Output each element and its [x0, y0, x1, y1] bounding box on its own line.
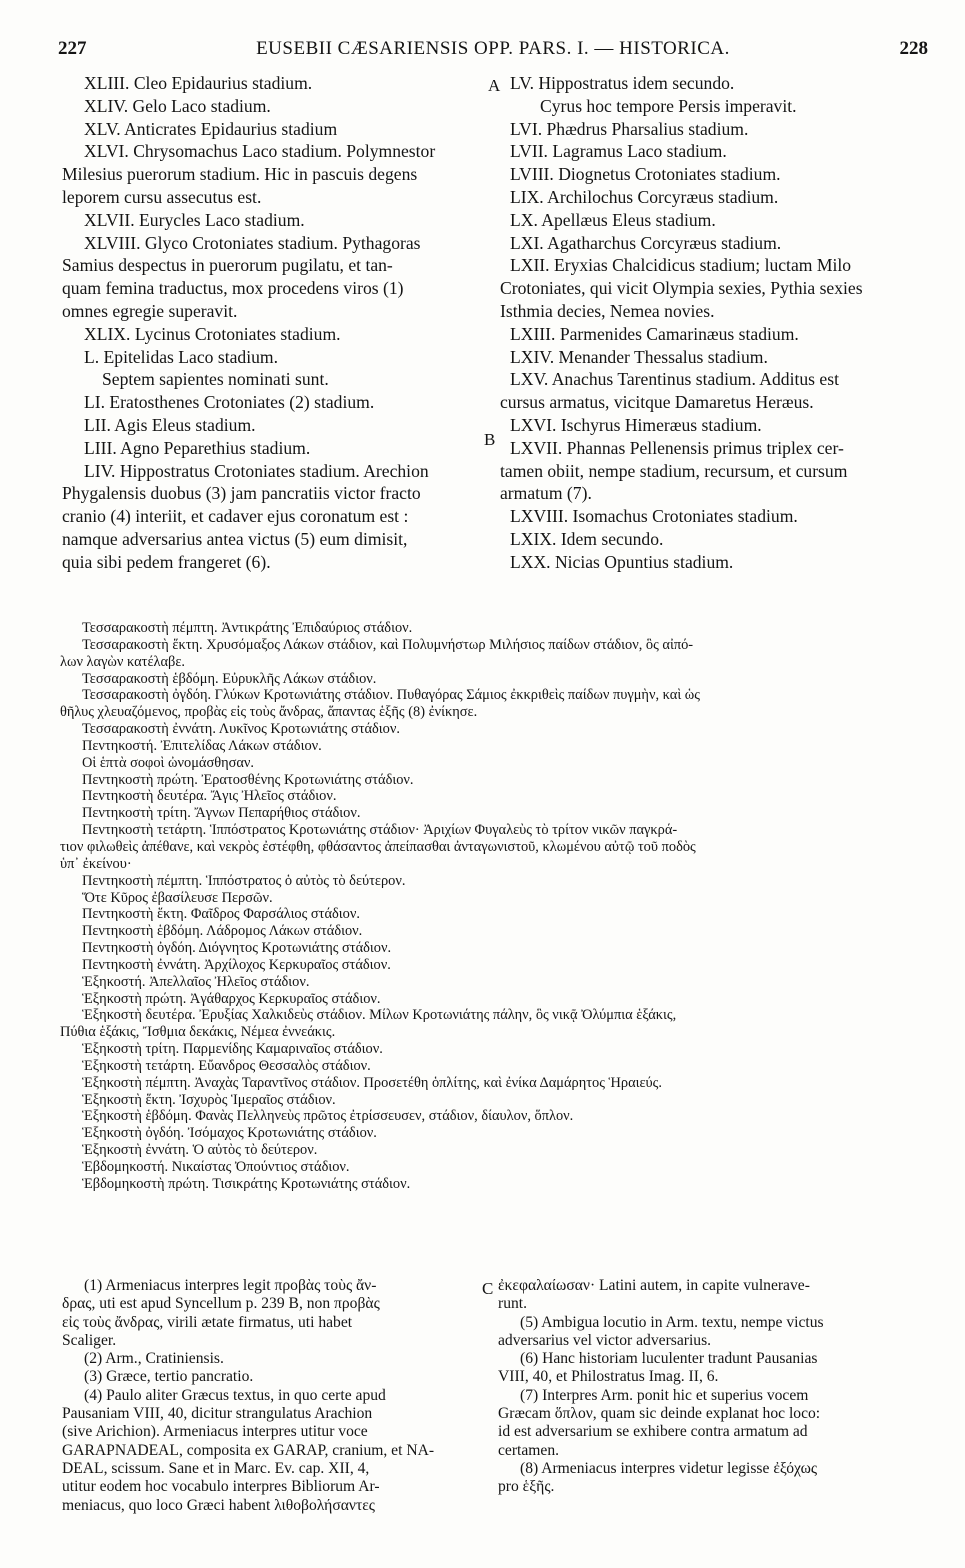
- footnote-line: (2) Arm., Cratiniensis.: [84, 1350, 224, 1368]
- text-line: LV. Hippostratus idem secundo.: [510, 73, 735, 93]
- footnote-line: (7) Interpres Arm. ponit hic et superius vocem: [520, 1386, 809, 1404]
- footnote-line: (5) Ambigua locutio in Arm. textu, nempe victus: [520, 1313, 824, 1331]
- text-line: LIV. Hippostratus Crotoniates stadium. Arechion: [84, 460, 429, 481]
- text-line: cranio (4) interiit, et cadaver ejus coronatum est :: [62, 506, 409, 527]
- greek-line: Πεντηκοστή. Ἐπιτελίδας Λάκων στάδιον.: [82, 737, 322, 754]
- text-line: leporem cursu assecutus est.: [62, 186, 262, 207]
- latin-left-column: [62, 72, 487, 574]
- text-line: LXX. Nicias Opuntius stadium.: [510, 551, 734, 572]
- footnote-line: adversarius vel victor adversarius.: [498, 1331, 712, 1349]
- greek-line: τιον φιλωθεὶς ἀπέθανε, καὶ νεκρὸς ἐστέφθη, φθάσαντος ἀπείπασθαι ἀνταγωνιστοῦ, κλωμένου αὐτῷ τοῦ ποδὸς: [60, 838, 696, 855]
- footnote-line: (6) Hanc historiam luculenter tradunt Pausanias: [520, 1350, 818, 1368]
- text-line: LVI. Phædrus Pharsalius stadium.: [510, 118, 749, 139]
- greek-line: Πεντηκοστὴ ὀγδόη. Διόγνητος Κροτωνιάτης στάδιον.: [82, 940, 392, 957]
- greek-line: Ἑξηκοστή. Ἀπελλαῖος Ἠλεῖος στάδιον.: [82, 973, 310, 990]
- greek-line: Πεντηκοστὴ πρώτη. Ἐρατοσθένης Κροτωνιάτης στάδιον.: [82, 771, 414, 788]
- footnote-line: utitur eodem hoc vocabulo interpres Bibliorum Ar-: [62, 1478, 380, 1496]
- greek-line: Ἑξηκοστὴ τετάρτη. Εὔανδρος Θεσσαλὸς στάδιον.: [82, 1057, 371, 1074]
- text-line: LI. Eratosthenes Crotoniates (2) stadium.: [84, 392, 375, 413]
- text-line: quia sibi pedem frangeret (6).: [62, 551, 271, 572]
- text-line: LXI. Agatharchus Corcyræus stadium.: [510, 232, 782, 253]
- greek-text-block: [60, 620, 930, 1193]
- text-line: XLIX. Lycinus Crotoniates stadium.: [84, 323, 341, 344]
- page-number-right: 228: [899, 38, 928, 59]
- text-line: XLIV. Gelo Laco stadium.: [84, 95, 271, 116]
- text-line: XLV. Anticrates Epidaurius stadium: [84, 118, 338, 139]
- greek-line: Τεσσαρακοστὴ ὀγδόη. Γλύκων Κροτωνιάτης στάδιον. Πυθαγόρας Σάμιος ἐκκριθεὶς παίδων πυγμὴν, καὶ ὡς: [82, 687, 700, 704]
- footnote-line: VIII, 40, et Philostratus Imag. II, 6.: [498, 1368, 719, 1386]
- text-line: LXVIII. Isomachus Crotoniates stadium.: [510, 506, 798, 527]
- footnote-line: (1) Armeniacus interpres legit προβὰς τοὺς ἄν-: [84, 1277, 377, 1294]
- greek-line: Ἑξηκοστὴ δευτέρα. Ἐρυξίας Χαλκιδεὺς στάδιον. Μίλων Κροτωνιάτης πάλην, ὃς νικᾷ Ὀλύμπια ἑξάκις,: [82, 1007, 677, 1024]
- text-line: Phygalensis duobus (3) jam pancratiis victor fracto: [62, 483, 421, 504]
- text-line: Crotoniates, qui vicit Olympia sexies, Pythia sexies: [500, 278, 863, 299]
- greek-line: Τεσσαρακοστὴ ἐννάτη. Λυκῖνος Κροτωνιάτης στάδιον.: [82, 721, 400, 738]
- footnote-line: DEAL, scissum. Sane et in Marc. Ev. cap. XII, 4,: [62, 1459, 370, 1477]
- page-number-left: 227: [58, 38, 87, 59]
- greek-line: θῆλυς χλευαζόμενος, προβὰς εἰς τοὺς ἄνδρας, ἅπαντας ἑξῆς (8) ἐνίκησε.: [60, 704, 478, 721]
- greek-line: ὑπ᾽ ἐκείνου·: [60, 855, 132, 872]
- text-line: LIX. Archilochus Corcyræus stadium.: [510, 186, 779, 207]
- footnote-line: meniacus, quo loco Græci habent λιθοβολήσαντες: [62, 1496, 375, 1514]
- footnote-line: εἰς τοὺς ἄνδρας, virili ætate firmatus, uti habet: [62, 1313, 353, 1331]
- text-line: Milesius puerorum stadium. Hic in pascuis degens: [62, 164, 418, 185]
- text-line: LIII. Agno Peparethius stadium.: [84, 437, 311, 458]
- greek-line: Ἑξηκοστὴ ἐννάτη. Ὁ αὐτὸς τὸ δεύτερον.: [82, 1142, 318, 1159]
- footnote-line: δρας, uti est apud Syncellum p. 239 B, non προβὰς: [62, 1295, 380, 1313]
- footnote-line: Græcam ὅπλον, quam sic deinde explanat hoc loco:: [498, 1405, 821, 1423]
- text-line: XLVIII. Glyco Crotoniates stadium. Pythagoras: [84, 232, 421, 253]
- text-line: LX. Apellæus Eleus stadium.: [510, 209, 716, 230]
- footnote-line: Pausaniam VIII, 40, dicitur strangulatus Arachion: [62, 1405, 373, 1423]
- page-header: [58, 38, 928, 68]
- text-line: L. Epitelidas Laco stadium.: [84, 346, 278, 367]
- text-line: LXII. Eryxias Chalcidicus stadium; luctam Milo: [510, 255, 852, 276]
- greek-line: Ἑξηκοστὴ ὀγδόη. Ἰσόμαχος Κροτωνιάτης στάδιον.: [82, 1125, 377, 1142]
- greek-line: Πεντηκοστὴ ἑβδόμη. Λάδρομος Λάκων στάδιον.: [82, 923, 363, 940]
- greek-line: Πεντηκοστὴ ἐννάτη. Ἀρχίλοχος Κερκυραῖος στάδιον.: [82, 956, 391, 973]
- greek-line: Οἱ ἑπτὰ σοφοὶ ὠνομάσθησαν.: [82, 754, 255, 771]
- greek-line: Ἑξηκοστὴ ἑβδόμη. Φανὰς Πελληνεὺς πρῶτος ἐτρίσσευσεν, στάδιον, δίαυλον, ὅπλον.: [82, 1108, 574, 1125]
- text-line: LXVI. Ischyrus Himeræus stadium.: [510, 414, 762, 435]
- text-line: quam femina traductus, mox procedens viros (1): [62, 278, 404, 299]
- latin-right-column: [500, 72, 922, 574]
- text-line: cursus armatus, vicitque Damaretus Heræus.: [500, 392, 814, 413]
- footnote-line: ἐκεφαλαίωσαν· Latini autem, in capite vulnerave-: [498, 1277, 810, 1294]
- greek-line: Πεντηκοστὴ ἕκτη. Φαῖδρος Φαρσάλιος στάδιον.: [82, 906, 360, 923]
- footnote-line: (4) Paulo aliter Græcus textus, in quo certe apud: [84, 1386, 386, 1404]
- text-line: omnes egregie superavit.: [62, 300, 238, 321]
- text-line: LXVII. Phannas Pellenensis primus triplex cer-: [510, 437, 844, 458]
- text-line: tamen obiit, nempe stadium, recursum, et cursum: [500, 460, 848, 481]
- footnote-line: (8) Armeniacus interpres videtur legisse ἐξόχως: [520, 1459, 818, 1477]
- running-title: EUSEBII CÆSARIENSIS OPP. PARS. I. — HISTORICA.: [256, 38, 730, 59]
- text-line: Samius despectus in puerorum pugilatu, et tan-: [62, 255, 393, 276]
- text-line: armatum (7).: [500, 483, 592, 504]
- greek-line: Ἑξηκοστὴ πέμπτη. Ἀναχὰς Ταραντῖνος στάδιον. Προσετέθη ὁπλίτης, καὶ ἐνίκα Δαμάρητος Ἡραιεύς.: [82, 1074, 662, 1091]
- greek-line: Ὅτε Κῦρος ἐβασίλευσε Περσῶν.: [82, 889, 273, 906]
- greek-line: Ἑξηκοστὴ τρίτη. Παρμενίδης Καμαριναῖος στάδιον.: [82, 1041, 383, 1058]
- column-marker-c: C: [482, 1279, 494, 1298]
- greek-line: Ἑξηκοστὴ πρώτη. Ἀγάθαρχος Κερκυραῖος στάδιον.: [82, 990, 381, 1007]
- footnote-line: certamen.: [498, 1441, 560, 1459]
- column-marker-b: B: [484, 430, 496, 449]
- greek-line: Ἑβδομηκοστή. Νικαίστας Ὀπούντιος στάδιον.: [82, 1159, 350, 1175]
- greek-line: Πεντηκοστὴ τρίτη. Ἄγνων Πεπαρήθιος στάδιον.: [82, 805, 361, 822]
- text-line: LVIII. Diognetus Crotoniates stadium.: [510, 164, 781, 185]
- text-line: Cyrus hoc tempore Persis imperavit.: [540, 95, 797, 116]
- text-line: LXIX. Idem secundo.: [510, 528, 664, 549]
- greek-line: λων λαγὼν κατέλαβε.: [60, 653, 185, 670]
- text-line: namque adversarius antea victus (5) eum dimisit,: [62, 528, 408, 549]
- text-line: LVII. Lagramus Laco stadium.: [510, 141, 727, 162]
- greek-line: Πύθια ἑξάκις, Ἴσθμια δεκάκις, Νέμεα ἐννεάκις.: [60, 1024, 336, 1041]
- footnotes-right: [498, 1277, 922, 1497]
- greek-line: Πεντηκοστὴ δευτέρα. Ἄγις Ἠλεῖος στάδιον.: [82, 788, 337, 805]
- text-line: XLIII. Cleo Epidaurius stadium.: [84, 73, 313, 93]
- footnote-line: id est adversarium se exhibere contra armatum ad: [498, 1423, 808, 1441]
- greek-line: Πεντηκοστὴ πέμπτη. Ἱππόστρατος ὁ αὐτὸς τὸ δεύτερον.: [82, 872, 406, 889]
- text-line: Isthmia decies, Nemea novies.: [500, 300, 715, 321]
- greek-line: Ἑβδομηκοστὴ πρώτη. Τισικράτης Κροτωνιάτης στάδιον.: [82, 1175, 411, 1192]
- greek-line: Τεσσαρακοστὴ πέμπτη. Ἀντικράτης Ἐπιδαύριος στάδιον.: [82, 620, 413, 636]
- text-line: LII. Agis Eleus stadium.: [84, 414, 256, 435]
- footnote-line: GARAPNADEAL, composita ex GARAP, cranium, et NA-: [62, 1441, 435, 1459]
- text-line: XLVII. Eurycles Laco stadium.: [84, 209, 305, 230]
- text-line: LXIV. Menander Thessalus stadium.: [510, 346, 768, 367]
- footnote-line: Scaliger.: [62, 1331, 117, 1349]
- text-line: Septem sapientes nominati sunt.: [102, 369, 329, 390]
- text-line: LXV. Anachus Tarentinus stadium. Additus est: [510, 369, 839, 390]
- footnotes-left: [62, 1277, 482, 1515]
- greek-line: Πεντηκοστὴ τετάρτη. Ἱππόστρατος Κροτωνιάτης στάδιον· Ἀριχίων Φυγαλεὺς τὸ τρίτον νικῶν παγκρά-: [82, 822, 678, 839]
- text-line: LXIII. Parmenides Camarinæus stadium.: [510, 323, 799, 344]
- footnote-line: (sive Arichion). Armeniacus interpres utitur voce: [62, 1423, 368, 1441]
- column-marker-a: A: [488, 76, 501, 95]
- greek-line: Τεσσαρακοστὴ ἕκτη. Χρυσόμαξος Λάκων στάδιον, καὶ Πολυμνήστωρ Μιλήσιος παίδων στάδιον, ὃς αἰπό-: [82, 636, 694, 653]
- footnote-line: pro ἑξῆς.: [498, 1478, 555, 1496]
- footnote-line: runt.: [498, 1295, 528, 1313]
- greek-line: Τεσσαρακοστὴ ἑβδόμη. Εὐρυκλῆς Λάκων στάδιον.: [82, 670, 377, 687]
- footnote-line: (3) Græce, tertio pancratio.: [84, 1368, 254, 1386]
- text-line: XLVI. Chrysomachus Laco stadium. Polymnestor: [84, 141, 436, 162]
- greek-line: Ἑξηκοστὴ ἕκτη. Ἰσχυρὸς Ἱμεραῖος στάδιον.: [82, 1091, 336, 1108]
